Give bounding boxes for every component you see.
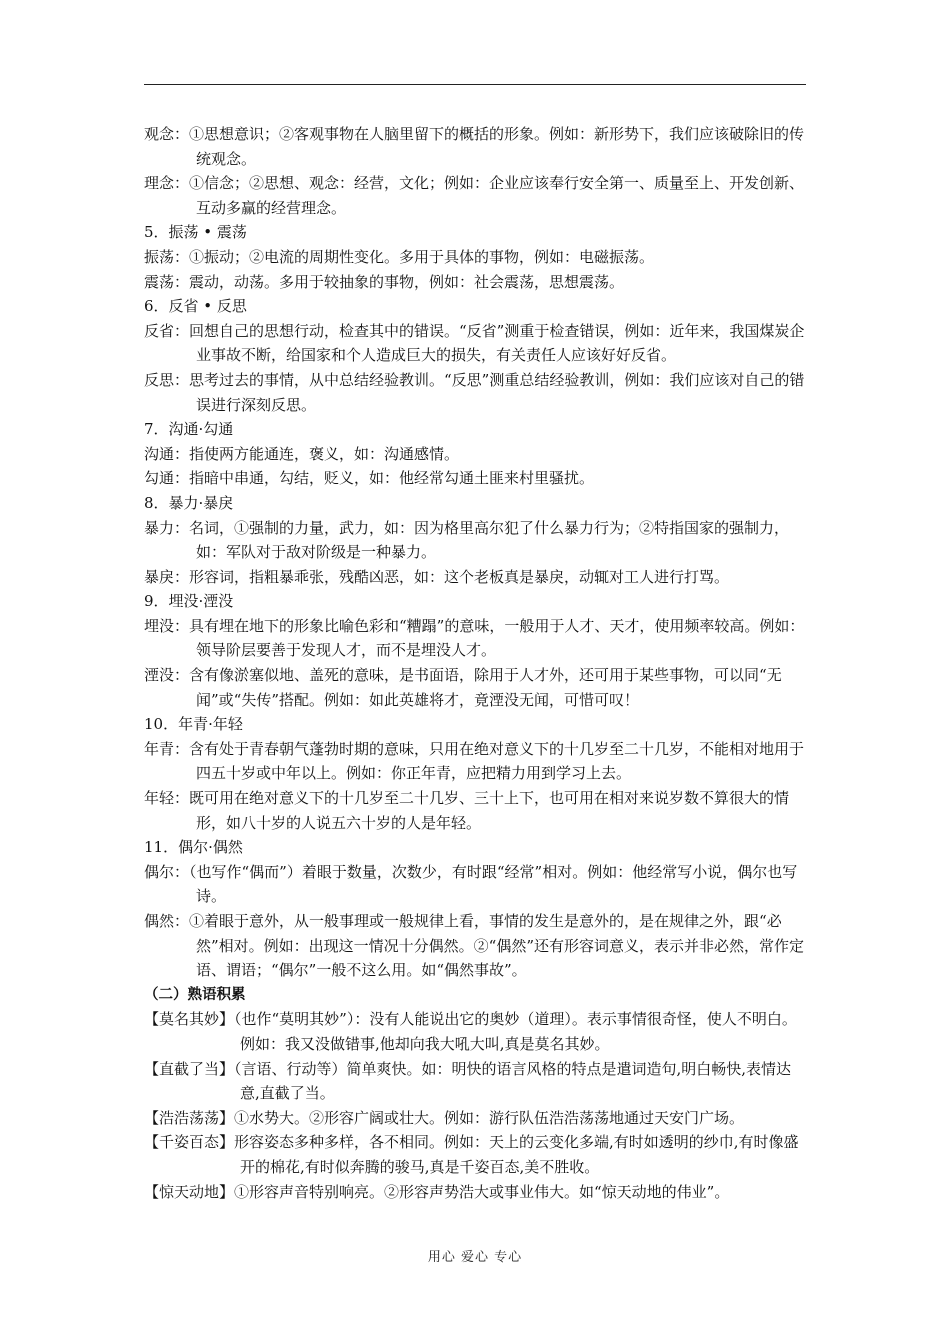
- idiom-entry: [144, 1007, 808, 1056]
- word-definition: [144, 516, 808, 565]
- definition-text: 含有像淤塞似地、盖死的意味，是书面语，除用于人才外，还可用于某些事物，可以同“无闻”或“失传”搭配。例如：如此英雄将才，竟湮没无闻，可惜可叹！: [189, 666, 782, 709]
- page-footer: 用心 爱心 专心: [427, 1250, 523, 1265]
- definition-text: 形容词，指粗暴乖张，残酷凶恶，如：这个老板真是暴戾，动辄对工人进行打骂。: [189, 567, 730, 586]
- idiom-term: 【莫名其妙】: [144, 1010, 235, 1029]
- section-heading: 6．反省 • 反思: [144, 297, 247, 316]
- word-definition: [144, 368, 808, 417]
- idiom-term: 【浩浩荡荡】: [144, 1108, 235, 1127]
- definition-text: ①形容声音特别响亮。②形容声势浩大或事业伟大。如“惊天动地的伟业”。: [234, 1182, 730, 1201]
- definition-term: 暴力：: [144, 518, 190, 537]
- word-definition: [144, 663, 808, 712]
- word-definition: [144, 270, 808, 295]
- definition-term: 偶尔：: [144, 862, 190, 881]
- definition-term: 湮没：: [144, 666, 190, 685]
- definition-text: （言语、行动等）简单爽快。如：明快的语言风格的特点是遣词造句,明白畅快,表情达意,直截了当。: [234, 1059, 792, 1103]
- definition-text: 指使两方能通连，褒义，如：沟通感情。: [189, 444, 460, 463]
- definition-term: 沟通：: [144, 444, 190, 463]
- idiom-term: 【千姿百态】: [144, 1133, 235, 1152]
- definition-text: 名词，①强制的力量，武力，如：因为格里高尔犯了什么暴力行为；②特指国家的强制力，如：军队对于敌对阶级是一种暴力。: [189, 518, 790, 562]
- document-body: [144, 122, 808, 1204]
- definition-term: 年青：: [144, 739, 190, 758]
- section-heading: 10．年青·年轻: [144, 715, 243, 734]
- definition-term: 暴戾：: [144, 567, 190, 586]
- section-heading: 9．埋没·湮没: [144, 592, 234, 611]
- definition-text: 回想自己的思想行动，检查其中的错误。“反省”测重于检查错误，例如：近年来，我国煤炭企业事故不断，给国家和个人造成巨大的损失，有关责任人应该好好反省。: [189, 321, 805, 365]
- idiom-term: 【直截了当】: [144, 1059, 235, 1078]
- definition-term: 振荡：: [144, 247, 190, 266]
- definition-text: （也写作“偶而”）着眼于数量，次数少，有时跟“经常”相对。例如：他经常写小说，偶尔也写诗。: [189, 862, 798, 906]
- idiom-entry: [144, 1130, 808, 1179]
- definition-term: 观念：: [144, 125, 190, 143]
- word-definition: [144, 442, 808, 467]
- definition-text: 含有处于青春朝气蓬勃时期的意味，只用在绝对意义下的十几岁至二十几岁，不能相对地用于四五十岁或中年以上。例如：你正年青，应把精力用到学习上去。: [189, 739, 805, 783]
- section-heading: 5．振荡 • 震荡: [144, 223, 247, 242]
- idiom-entry: [144, 1180, 808, 1205]
- definition-text: 指暗中串通，勾结，贬义，如：他经常勾通土匪来村里骚扰。: [189, 469, 595, 488]
- definition-text: ①着眼于意外，从一般事理或一般规律上看，事情的发生是意外的，是在规律之外，跟“必然”相对。例如：出现这一情况十分偶然。②“偶然”还有形容词意义，表示并非必然，常作定语、谓语；“偶尔”一般不这么用。如“偶然事故”。: [189, 912, 805, 980]
- definition-text: 思考过去的事情，从中总结经验教训。“反思”测重总结经验教训，例如：我们应该对自己的错误进行深刻反思。: [189, 370, 805, 414]
- definition-term: 理念：: [144, 174, 190, 193]
- word-definition: [144, 565, 808, 590]
- definition-term: 年轻：: [144, 789, 190, 808]
- idiom-entry: [144, 1057, 808, 1106]
- definition-term: 反省：: [144, 321, 190, 340]
- section-heading: 11．偶尔·偶然: [144, 838, 243, 857]
- definition-text: （也作“莫明其妙”）：没有人能说出它的奥妙（道理）。表示事情很奇怪，使人不明白。例如：我又没做错事,他却向我大吼大叫,真是莫名其妙。: [234, 1010, 797, 1053]
- definition-text: ①水势大。②形容广阔或壮大。例如：游行队伍浩浩荡荡地通过天安门广场。: [234, 1108, 745, 1127]
- word-definition: [144, 122, 808, 171]
- definition-text: ①振动；②电流的周期性变化。多用于具体的事物，例如：电磁振荡。: [189, 247, 655, 266]
- idiom-entry: [144, 1106, 808, 1131]
- word-definition: [144, 319, 808, 368]
- definition-text: 震动，动荡。多用于较抽象的事物，例如：社会震荡，思想震荡。: [189, 272, 625, 291]
- section-heading: 7．沟通·勾通: [144, 420, 234, 439]
- definition-text: 既可用在绝对意义下的十几岁至二十几岁、三十上下，也可用在相对来说岁数不算很大的情形，如八十岁的人说五六十岁的人是年轻。: [189, 789, 790, 832]
- idiom-term: 【惊天动地】: [144, 1182, 235, 1201]
- word-definition: [144, 786, 808, 835]
- word-definition: [144, 614, 808, 663]
- definition-text: 具有埋在地下的形象比喻色彩和“糟蹋”的意味，一般用于人才、天才，使用频率较高。例如：领导阶层要善于发现人才，而不是埋没人才。: [189, 616, 805, 660]
- subsection-title: （二）熟语积累: [144, 986, 246, 1003]
- definition-text: ①信念；②思想、观念：经营，文化；例如：企业应该奉行安全第一、质量至上、开发创新、互动多赢的经营理念。: [189, 174, 805, 217]
- word-definition: [144, 245, 808, 270]
- word-definition: [144, 909, 808, 983]
- section-heading: 8．暴力·暴戾: [144, 493, 234, 512]
- definition-term: 勾通：: [144, 469, 190, 488]
- word-definition: [144, 737, 808, 786]
- definition-text: 形容姿态多种多样，各不相同。例如：天上的云变化多端,有时如透明的纱巾,有时像盛开的棉花,有时似奔腾的骏马,真是千姿百态,美不胜收。: [234, 1133, 799, 1176]
- definition-term: 反思：: [144, 370, 190, 389]
- definition-term: 埋没：: [144, 616, 190, 635]
- header-rule: [144, 84, 806, 85]
- definition-term: 震荡：: [144, 272, 190, 291]
- definition-text: ①思想意识；②客观事物在人脑里留下的概括的形象。例如：新形势下，我们应该破除旧的传统观念。: [189, 125, 805, 168]
- word-definition: [144, 171, 808, 220]
- word-definition: [144, 466, 808, 491]
- definition-term: 偶然：: [144, 912, 190, 930]
- word-definition: [144, 860, 808, 909]
